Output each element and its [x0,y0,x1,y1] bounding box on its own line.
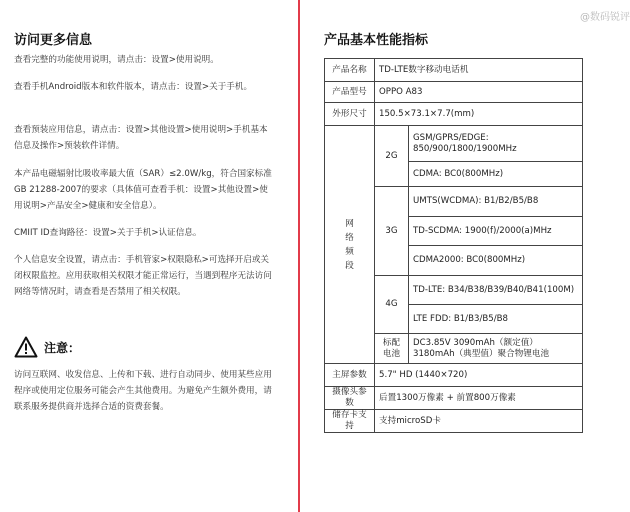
spec-value: 后置1300万像素 + 前置800万像素 [375,387,583,410]
spec-value: TD-SCDMA: 1900(f)/2000(a)MHz [409,217,583,246]
android-version-paragraph: 查看手机Android版本和软件版本，请点击：设置>关于手机。 [14,82,253,92]
table-row [325,82,583,103]
spec-label: 摄像头参数 [325,387,375,410]
more-info-title: 访问更多信息 [14,33,93,48]
notice-label: 注意： [44,340,81,355]
spec-label: 主屏参数 [325,364,375,387]
cmiit-paragraph: CMIIT ID查询路径：设置>关于手机>认证信息。 [14,228,202,238]
spec-value: CDMA2000: BC0(800MHz) [409,246,583,276]
spec-value: TD-LTE数字移动电话机 [375,59,583,82]
spec-label: 外形尺寸 [325,103,375,126]
table-row [325,59,583,82]
network-band-label: 网络频段 [325,126,375,364]
band-2g-label: 2G [375,126,409,187]
spec-label: 产品名称 [325,59,375,82]
table-row [325,126,583,162]
notice-paragraph: 访问互联网、收发信息、上传和下载、进行自动同步、使用某些应用程序或使用定位服务可能会产生其他费用。为避免产生额外费用，请联系服务提供商并选择合适的资费套餐。 [14,370,272,412]
spec-label: 产品型号 [325,82,375,103]
table-row [325,364,583,387]
spec-value: OPPO A83 [375,82,583,103]
watermark: @数码锐评 [580,12,630,23]
privacy-paragraph: 个人信息安全设置，请点击：手机管家>权限隐私>可选择开启或关闭权限监控。应用获取相关权限才能正常运行，当遇到程序无法访问网络等情况时，请查看是否禁用了相关权限。 [14,255,272,297]
table-row [325,410,583,433]
spec-value: 支持microSD卡 [375,410,583,433]
spec-value: CDMA: BC0(800MHz) [409,162,583,187]
left-page [0,0,296,512]
spec-value: 150.5×73.1×7.7(mm) [375,103,583,126]
spec-value: LTE FDD: B1/B3/B5/B8 [409,305,583,334]
preinstalled-apps-paragraph: 查看预装应用信息，请点击：设置>其他设置>使用说明>手机基本信息及操作>预装软件详情。 [14,125,268,151]
notice-heading [14,336,80,358]
table-row [325,103,583,126]
spec-value: TD-LTE: B34/B38/B39/B40/B41(100M) [409,276,583,305]
instructions-paragraph: 查看完整的功能使用说明，请点击：设置>使用说明。 [14,55,219,65]
spec-value: DC3.85V 3090mAh（额定值） 3180mAh（典型值）聚合物锂电池 [409,334,583,364]
spec-label: 标配电池 [375,334,409,364]
sar-paragraph: 本产品电磁辐射比吸收率最大值（SAR）≤2.0W/kg，符合国家标准GB 21288-2007的要求（具体值可查看手机：设置>其他设置>使用说明>产品安全>健康和安全信息）。 [14,169,272,211]
spec-table [324,58,583,433]
spec-value: 5.7" HD (1440×720) [375,364,583,387]
warning-icon [14,336,38,358]
table-row [325,387,583,410]
spec-title: 产品基本性能指标 [324,33,429,48]
band-3g-label: 3G [375,187,409,276]
spec-value: GSM/GPRS/EDGE: 850/900/1800/1900MHz [409,126,583,162]
spec-value: UMTS(WCDMA): B1/B2/B5/B8 [409,187,583,217]
spec-label: 储存卡支持 [325,410,375,433]
band-4g-label: 4G [375,276,409,334]
right-page [300,0,630,512]
